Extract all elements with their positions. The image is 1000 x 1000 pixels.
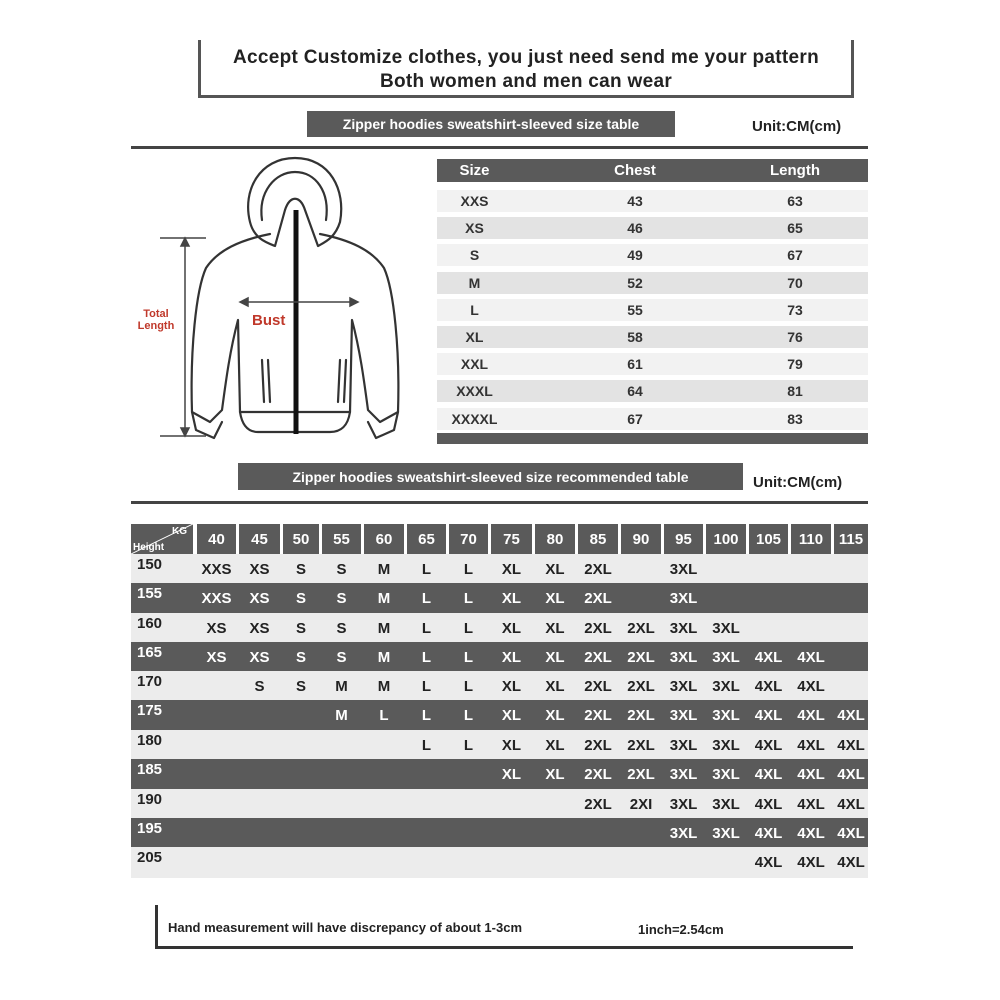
size-recommendation-cell: S bbox=[295, 561, 306, 578]
length-arrow-top bbox=[181, 238, 189, 246]
size-recommendation-cell: L bbox=[379, 707, 389, 724]
size-recommendation-cell: 2XL bbox=[584, 620, 612, 637]
length-cell: 70 bbox=[787, 274, 803, 291]
length-cell: 63 bbox=[787, 193, 803, 209]
size-cell: L bbox=[470, 301, 479, 318]
kg-header-cell: 85 bbox=[578, 524, 618, 554]
length-cell: 73 bbox=[787, 301, 803, 318]
size-recommendation-cell: M bbox=[335, 678, 348, 695]
size-recommendation-cell: L bbox=[463, 561, 474, 578]
size-recommendation-cell: XS bbox=[249, 620, 270, 637]
length-arrow-bottom bbox=[181, 428, 189, 436]
size-cell: XXXL bbox=[456, 383, 493, 400]
recommended-table-row bbox=[131, 730, 868, 759]
kg-header-cell: 95 bbox=[664, 524, 703, 554]
height-cell: 180 bbox=[137, 732, 163, 749]
footer-conversion: 1inch=2.54cm bbox=[638, 922, 724, 937]
size-recommendation-cell: 3XL bbox=[712, 707, 740, 724]
size-recommendation-cell: 3XL bbox=[712, 766, 740, 783]
size-recommendation-cell: 2XL bbox=[584, 590, 612, 607]
height-cell: 155 bbox=[137, 585, 163, 602]
size-recommendation-cell: 4XL bbox=[754, 707, 783, 724]
size-recommendation-cell: 3XL bbox=[669, 825, 698, 842]
size-recommendation-cell: XL bbox=[501, 561, 522, 578]
size-cell: XXL bbox=[460, 356, 489, 373]
kg-header-cell: 60 bbox=[364, 524, 404, 554]
col-length-header: Length bbox=[770, 162, 820, 179]
size-recommendation-cell: 4XL bbox=[797, 825, 825, 842]
size-recommendation-cell: XXS bbox=[201, 561, 232, 578]
size-recommendation-cell: 4XL bbox=[837, 796, 865, 813]
size-recommendation-cell: 3XL bbox=[669, 737, 698, 754]
size-table-row bbox=[437, 244, 868, 266]
col-chest-header: Chest bbox=[614, 162, 656, 179]
size-recommendation-cell: 2XL bbox=[584, 737, 612, 754]
kg-header-cell: 55 bbox=[322, 524, 361, 554]
size-recommendation-cell: 2XL bbox=[627, 737, 655, 754]
size-recommendation-cell: 2XI bbox=[629, 796, 653, 813]
length-cell: 83 bbox=[787, 410, 803, 427]
size-recommendation-cell: 3XL bbox=[669, 796, 698, 813]
bust-arrow-right bbox=[350, 298, 358, 306]
size-recommendation-cell: XXS bbox=[201, 590, 232, 607]
height-cell: 175 bbox=[137, 702, 163, 719]
total-length-label-1: Total bbox=[143, 308, 169, 320]
chest-cell: 43 bbox=[627, 193, 643, 209]
recommended-table-title: Zipper hoodies sweatshirt-sleeved size recommended table bbox=[238, 463, 743, 490]
size-recommendation-cell: 3XL bbox=[669, 590, 698, 607]
size-recommendation-cell: 2XL bbox=[584, 561, 612, 578]
size-recommendation-cell: XS bbox=[249, 561, 270, 578]
size-recommendation-cell: L bbox=[463, 620, 474, 637]
kg-header-cell: 90 bbox=[621, 524, 661, 554]
size-recommendation-cell: XL bbox=[545, 590, 565, 607]
corner-kg-label: KG bbox=[172, 526, 187, 537]
total-length-label-2: Length bbox=[137, 320, 175, 332]
size-recommendation-cell: M bbox=[377, 590, 391, 607]
size-recommendation-cell: L bbox=[421, 561, 432, 578]
size-recommendation-cell: XL bbox=[501, 707, 522, 724]
height-cell: 170 bbox=[137, 673, 163, 690]
size-recommendation-cell: XL bbox=[545, 707, 565, 724]
size-recommendation-cell: 4XL bbox=[754, 649, 783, 666]
size-recommendation-cell: S bbox=[336, 590, 347, 607]
size-recommendation-cell: 3XL bbox=[669, 561, 698, 578]
size-recommendation-cell: 3XL bbox=[712, 649, 740, 666]
size-recommendation-cell: L bbox=[463, 707, 474, 724]
size-recommendation-cell: XL bbox=[501, 620, 522, 637]
size-recommendation-cell: L bbox=[463, 678, 474, 695]
kg-header-cell: 75 bbox=[491, 524, 532, 554]
size-recommendation-cell: 2XL bbox=[627, 620, 655, 637]
size-recommendation-cell: 4XL bbox=[754, 854, 783, 871]
size-recommendation-cell: 4XL bbox=[754, 825, 783, 842]
size-recommendation-cell: XL bbox=[545, 678, 565, 695]
size-table-row bbox=[437, 326, 868, 348]
size-recommendation-cell: XL bbox=[501, 766, 522, 783]
size-cell: XS bbox=[465, 220, 484, 237]
size-table-title: Zipper hoodies sweatshirt-sleeved size table bbox=[307, 111, 675, 137]
chest-cell: 46 bbox=[627, 220, 643, 237]
size-recommendation-cell: 4XL bbox=[797, 737, 825, 754]
length-cell: 65 bbox=[787, 220, 803, 237]
size-recommendation-cell: 4XL bbox=[797, 854, 825, 871]
size-recommendation-cell: XL bbox=[501, 590, 522, 607]
size-recommendation-cell: 2XL bbox=[627, 649, 655, 666]
recommended-table-header bbox=[131, 524, 868, 554]
size-recommendation-cell: 3XL bbox=[669, 620, 698, 637]
size-recommendation-cell: 4XL bbox=[837, 737, 865, 754]
size-recommendation-cell: L bbox=[421, 737, 432, 754]
size-recommendation-cell: S bbox=[295, 678, 306, 695]
size-table-unit: Unit:CM(cm) bbox=[752, 118, 842, 135]
length-cell: 79 bbox=[787, 356, 803, 373]
size-table-row bbox=[437, 217, 868, 239]
height-cell: 205 bbox=[137, 849, 163, 866]
size-recommendation-cell: M bbox=[377, 561, 391, 578]
divider-top bbox=[131, 146, 868, 149]
size-recommendation-cell: S bbox=[254, 678, 265, 695]
size-recommendation-cell: 4XL bbox=[754, 766, 783, 783]
size-recommendation-cell: S bbox=[336, 649, 347, 666]
height-cell: 190 bbox=[137, 791, 163, 808]
size-recommendation-cell: S bbox=[295, 620, 306, 637]
size-recommendation-cell: L bbox=[421, 620, 432, 637]
size-recommendation-cell: 4XL bbox=[754, 737, 783, 754]
size-recommendation-cell: 4XL bbox=[837, 766, 865, 783]
size-recommendation-cell: 4XL bbox=[754, 796, 783, 813]
height-cell: 160 bbox=[137, 615, 163, 632]
recommended-table-row bbox=[131, 700, 868, 730]
size-recommendation-cell: 3XL bbox=[669, 766, 698, 783]
size-recommendation-cell: 4XL bbox=[797, 678, 825, 695]
recommended-table-row bbox=[131, 818, 868, 847]
chest-cell: 52 bbox=[627, 274, 643, 291]
size-recommendation-cell: XS bbox=[249, 590, 270, 607]
kg-header-cell: 70 bbox=[449, 524, 488, 554]
size-recommendation-cell: S bbox=[336, 561, 347, 578]
size-recommendation-cell: XL bbox=[501, 649, 522, 666]
footer-note: Hand measurement will have discrepancy of about 1-3cm bbox=[168, 920, 523, 935]
size-table-row bbox=[437, 380, 868, 402]
header-box bbox=[198, 40, 854, 98]
size-recommendation-cell: XL bbox=[501, 737, 522, 754]
size-recommendation-cell: L bbox=[463, 737, 474, 754]
size-recommendation-cell: XL bbox=[501, 678, 522, 695]
height-cell: 195 bbox=[137, 820, 163, 837]
size-recommendation-cell: L bbox=[463, 649, 474, 666]
size-recommendation-cell: M bbox=[377, 620, 391, 637]
size-recommendation-cell: 3XL bbox=[669, 678, 698, 695]
bust-label: Bust bbox=[252, 312, 286, 329]
recommended-table-row bbox=[131, 789, 868, 818]
size-table-header bbox=[437, 159, 868, 182]
size-recommendation-cell: 3XL bbox=[669, 707, 698, 724]
size-recommendation-cell: L bbox=[421, 707, 432, 724]
size-recommendation-cell: S bbox=[336, 620, 347, 637]
size-cell: S bbox=[469, 247, 480, 264]
kg-header-cell: 110 bbox=[791, 524, 831, 554]
size-recommendation-cell: XS bbox=[206, 620, 227, 637]
size-recommendation-cell: L bbox=[421, 649, 432, 666]
size-recommendation-cell: 3XL bbox=[712, 678, 740, 695]
col-size-header: Size bbox=[459, 162, 490, 179]
size-recommendation-cell: 3XL bbox=[712, 620, 740, 637]
length-cell: 76 bbox=[787, 329, 803, 345]
size-recommendation-cell: 2XL bbox=[627, 707, 655, 724]
size-recommendation-cell: 3XL bbox=[669, 649, 698, 666]
size-recommendation-cell: S bbox=[295, 590, 306, 607]
recommended-table-row bbox=[131, 759, 868, 789]
size-recommendation-cell: 3XL bbox=[712, 825, 740, 842]
size-recommendation-cell: 2XL bbox=[627, 678, 655, 695]
size-table-footer-bar bbox=[437, 433, 868, 444]
size-recommendation-cell: M bbox=[377, 678, 391, 695]
chest-cell: 67 bbox=[627, 410, 643, 427]
divider-middle bbox=[131, 501, 868, 504]
length-cell: 67 bbox=[787, 247, 803, 264]
height-cell: 150 bbox=[137, 556, 163, 573]
size-table-row bbox=[437, 408, 868, 430]
height-cell: 185 bbox=[137, 761, 163, 778]
size-recommendation-cell: 4XL bbox=[797, 766, 825, 783]
size-cell: M bbox=[468, 274, 481, 291]
kg-header-cell: 45 bbox=[239, 524, 280, 554]
size-recommendation-cell: 2XL bbox=[584, 766, 612, 783]
size-recommendation-cell: 2XL bbox=[584, 707, 612, 724]
size-recommendation-cell: 3XL bbox=[712, 796, 740, 813]
size-recommendation-cell: 2XL bbox=[584, 649, 612, 666]
size-table-row bbox=[437, 299, 868, 321]
chest-cell: 55 bbox=[627, 301, 643, 318]
size-recommendation-cell: XL bbox=[545, 620, 565, 637]
recommended-table-row bbox=[131, 613, 868, 642]
size-recommendation-cell: 2XL bbox=[584, 678, 612, 695]
bust-arrow-left bbox=[240, 298, 248, 306]
left-pocket bbox=[262, 360, 270, 402]
recommended-table-row bbox=[131, 554, 868, 583]
size-recommendation-cell: S bbox=[295, 649, 306, 666]
kg-header-cell: 80 bbox=[535, 524, 575, 554]
size-recommendation-cell: XS bbox=[206, 649, 227, 666]
size-recommendation-cell: L bbox=[421, 590, 432, 607]
recommended-table-row bbox=[131, 671, 868, 700]
size-recommendation-cell: M bbox=[377, 649, 391, 666]
chest-cell: 58 bbox=[627, 329, 643, 345]
chest-cell: 64 bbox=[627, 383, 643, 400]
size-recommendation-cell: XL bbox=[545, 737, 565, 754]
size-recommendation-cell: XS bbox=[249, 649, 270, 666]
size-recommendation-cell: 4XL bbox=[797, 796, 825, 813]
size-recommendation-cell: XL bbox=[545, 561, 565, 578]
kg-header-cell: 105 bbox=[749, 524, 788, 554]
size-recommendation-cell: 4XL bbox=[837, 854, 865, 871]
kg-header-cell: 50 bbox=[283, 524, 319, 554]
size-recommendation-cell: M bbox=[335, 707, 348, 724]
height-cell: 165 bbox=[137, 644, 163, 661]
recommended-table-row bbox=[131, 847, 868, 878]
recommended-table-row bbox=[131, 642, 868, 671]
size-table-row bbox=[437, 190, 868, 212]
table-corner-cell bbox=[131, 524, 193, 554]
length-cell: 81 bbox=[787, 383, 803, 400]
size-recommendation-cell: XL bbox=[545, 766, 565, 783]
chest-cell: 61 bbox=[627, 356, 643, 373]
kg-header-cell: 40 bbox=[197, 524, 236, 554]
size-cell: XL bbox=[465, 329, 484, 345]
recommended-table-row bbox=[131, 583, 868, 613]
size-table-row bbox=[437, 353, 868, 375]
hoodie-diagram bbox=[130, 150, 430, 445]
size-recommendation-cell: 4XL bbox=[754, 678, 783, 695]
kg-header-cell: 100 bbox=[706, 524, 746, 554]
size-recommendation-cell: 4XL bbox=[837, 707, 865, 724]
corner-height-label: Height bbox=[133, 542, 165, 553]
size-recommendation-cell: 2XL bbox=[584, 796, 612, 813]
size-cell: XXS bbox=[460, 193, 489, 209]
size-cell: XXXXL bbox=[451, 410, 498, 427]
size-recommendation-cell: 4XL bbox=[837, 825, 865, 842]
chest-cell: 49 bbox=[627, 247, 643, 264]
kg-header-cell: 65 bbox=[407, 524, 446, 554]
size-recommendation-cell: L bbox=[421, 678, 432, 695]
size-recommendation-cell: XL bbox=[545, 649, 565, 666]
size-recommendation-cell: L bbox=[463, 590, 474, 607]
size-recommendation-cell: 4XL bbox=[797, 649, 825, 666]
total-length-label bbox=[134, 308, 178, 332]
right-pocket bbox=[338, 360, 346, 402]
header-line-1: Accept Customize clothes, you just need send me your pattern bbox=[232, 47, 819, 68]
size-recommendation-cell: 4XL bbox=[797, 707, 825, 724]
size-recommendation-cell: 2XL bbox=[627, 766, 655, 783]
size-table-row bbox=[437, 272, 868, 294]
recommended-table-unit: Unit:CM(cm) bbox=[753, 474, 843, 491]
kg-header-cell: 115 bbox=[834, 524, 868, 554]
header-line-2: Both women and men can wear bbox=[379, 71, 673, 92]
size-recommendation-cell: 3XL bbox=[712, 737, 740, 754]
